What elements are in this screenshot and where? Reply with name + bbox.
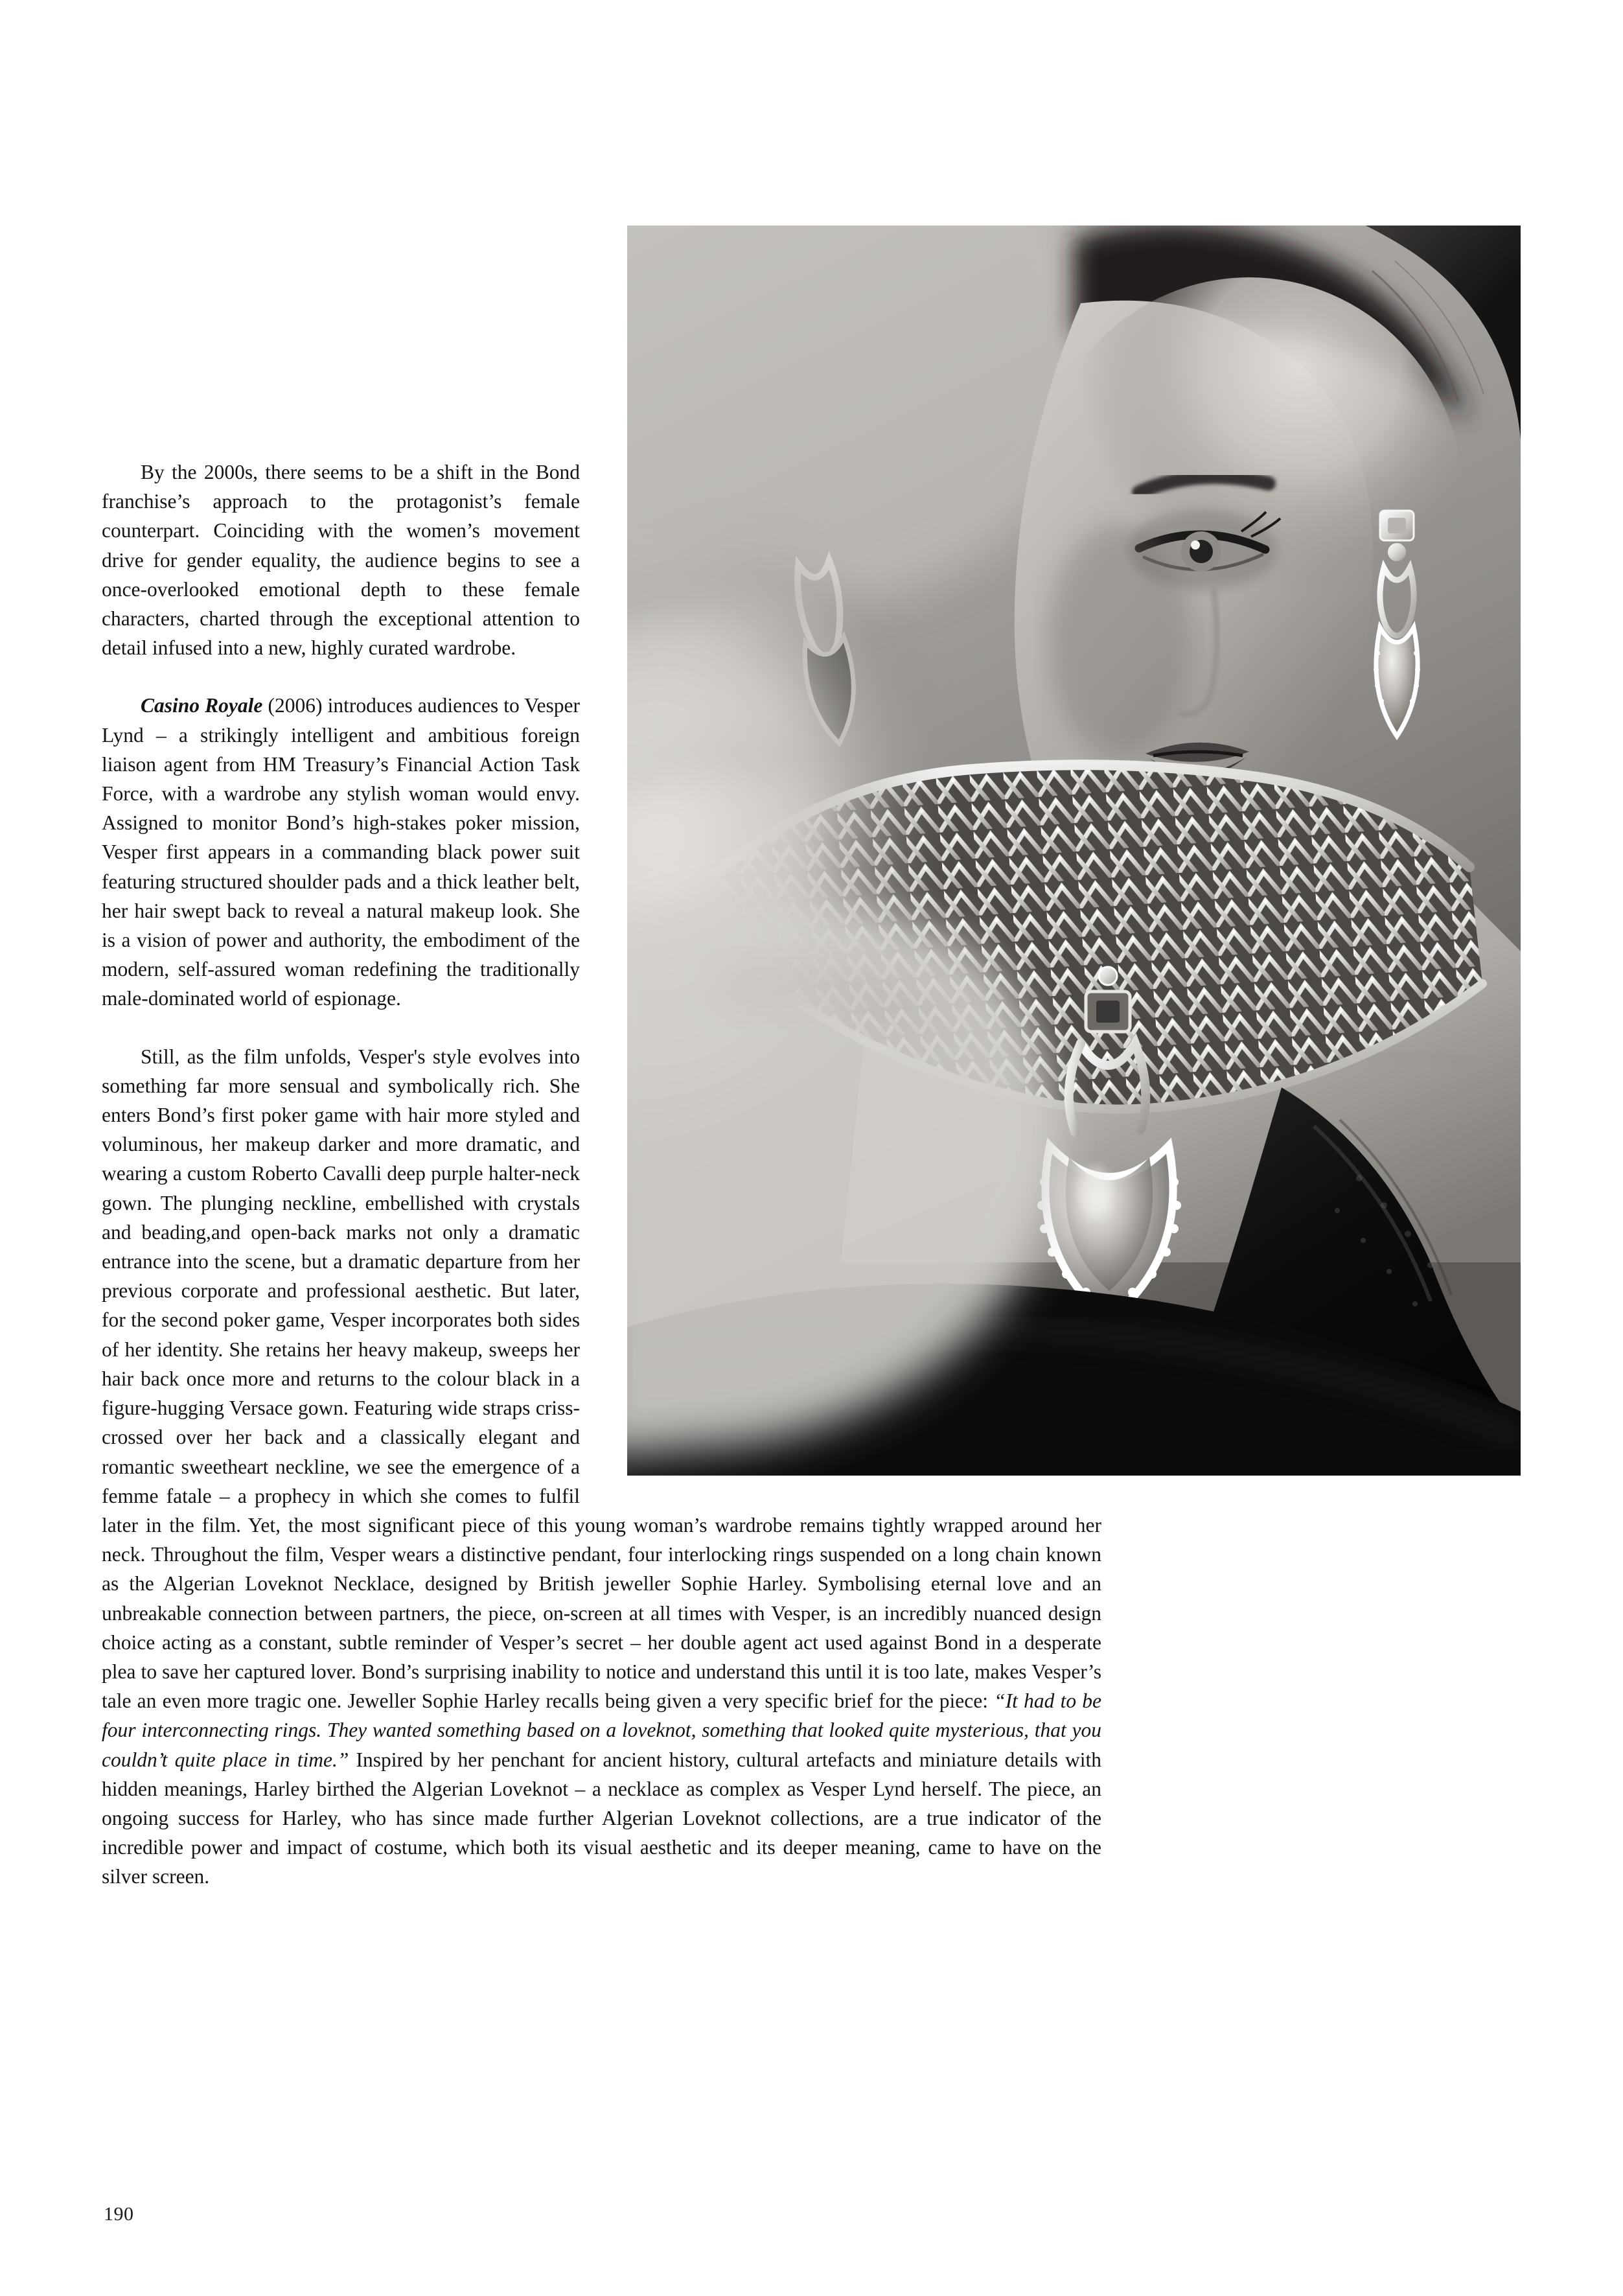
paragraph-3-text-a: Still, as the film unfolds, Vesper's style evolves into something far more sensual and symbolically rich. She enters Bond’s first poker game with hair more styled and voluminous, her makeup darker and more dramatic, and wearing a custom Roberto Cavalli deep purple halter-neck gown. The plunging neckline, embellished with crystals and beading,and open-back marks not only a dramatic entrance into the scene, but a dramatic departure from her previous corporate and professional aesthetic. But later, for the second poker game, Vesper incorporates both sides of her identity. She retains her heavy makeup, sweeps her hair back once more and returns to the colour black in a figure-hugging Versace gown. Featuring wide straps criss-crossed over her back and a classically elegant and romantic sweetheart neckline, we see the emergence of a femme fatale – a prophecy in which she comes to fulfil later in the film. Yet, the most significant piece of this young woman’s wardrobe remains tightly wrapped around her neck. Throughout the film, Vesper wears a distinctive pendant, four interlocking rings suspended on a long chain known as the Algerian Loveknot Necklace, designed by British jeweller Sophie Harley. Symbolising eternal love and an unbreakable connection between partners, the piece, on-screen at all times with Vesper, is an incredibly nuanced design choice acting as a constant, subtle reminder of Vesper’s secret – her double agent act used against Bond in a desperate plea to save her captured lover. Bond’s surprising inability to notice and understand this until it is too late, makes Vesper’s tale an even more tragic one. Jeweller Sophie Harley recalls being given a very specific brief for the piece: bbox=[102, 1045, 1101, 1713]
article-body bbox=[102, 458, 1101, 1892]
designer-quote: “It had to be four interconnecting rings. They wanted something based on a loveknot, something that looked quite mysterious, that you couldn’t quite place in time.” bbox=[102, 1689, 1101, 1771]
photo-text-wrap-spacer bbox=[580, 458, 1101, 1481]
film-title-casino-royale: Casino Royale bbox=[141, 694, 263, 717]
paragraph-1-text: By the 2000s, there seems to be a shift in the Bond franchise’s approach to the protagonist’s female counterpart. Coinciding with the women’s movement drive for gender equality, the audience begins to see a once-overlooked emotional depth to these female characters, charted through the exceptional attention to detail infused into a new, highly curated wardrobe. bbox=[102, 461, 580, 660]
paragraph-2-text: (2006) introduces audiences to Vesper Lynd – a strikingly intelligent and ambitious foreign liaison agent from HM Treasury’s Financial Action Task Force, with a wardrobe any stylish woman would envy. Assigned to monitor Bond’s high-stakes poker mission, Vesper first appears in a commanding black power suit featuring structured shoulder pads and a thick leather belt, her hair swept back to reveal a natural makeup look. She is a vision of power and authority, the embodiment of the modern, self-assured woman redefining the traditionally male-dominated world of espionage. bbox=[102, 694, 581, 1010]
paragraph-3-text-b: Inspired by her penchant for ancient history, cultural artefacts and miniature details with hidden meanings, Harley birthed the Algerian Loveknot – a necklace as complex as Vesper Lynd herself. The piece, an ongoing success for Harley, who has since made further Algerian Loveknot collections, are a true indicator of the incredible power and impact of costume, which both its visual aesthetic and its deeper meaning, came to have on the silver screen. bbox=[102, 1748, 1102, 1888]
page-number: 190 bbox=[104, 2203, 134, 2225]
